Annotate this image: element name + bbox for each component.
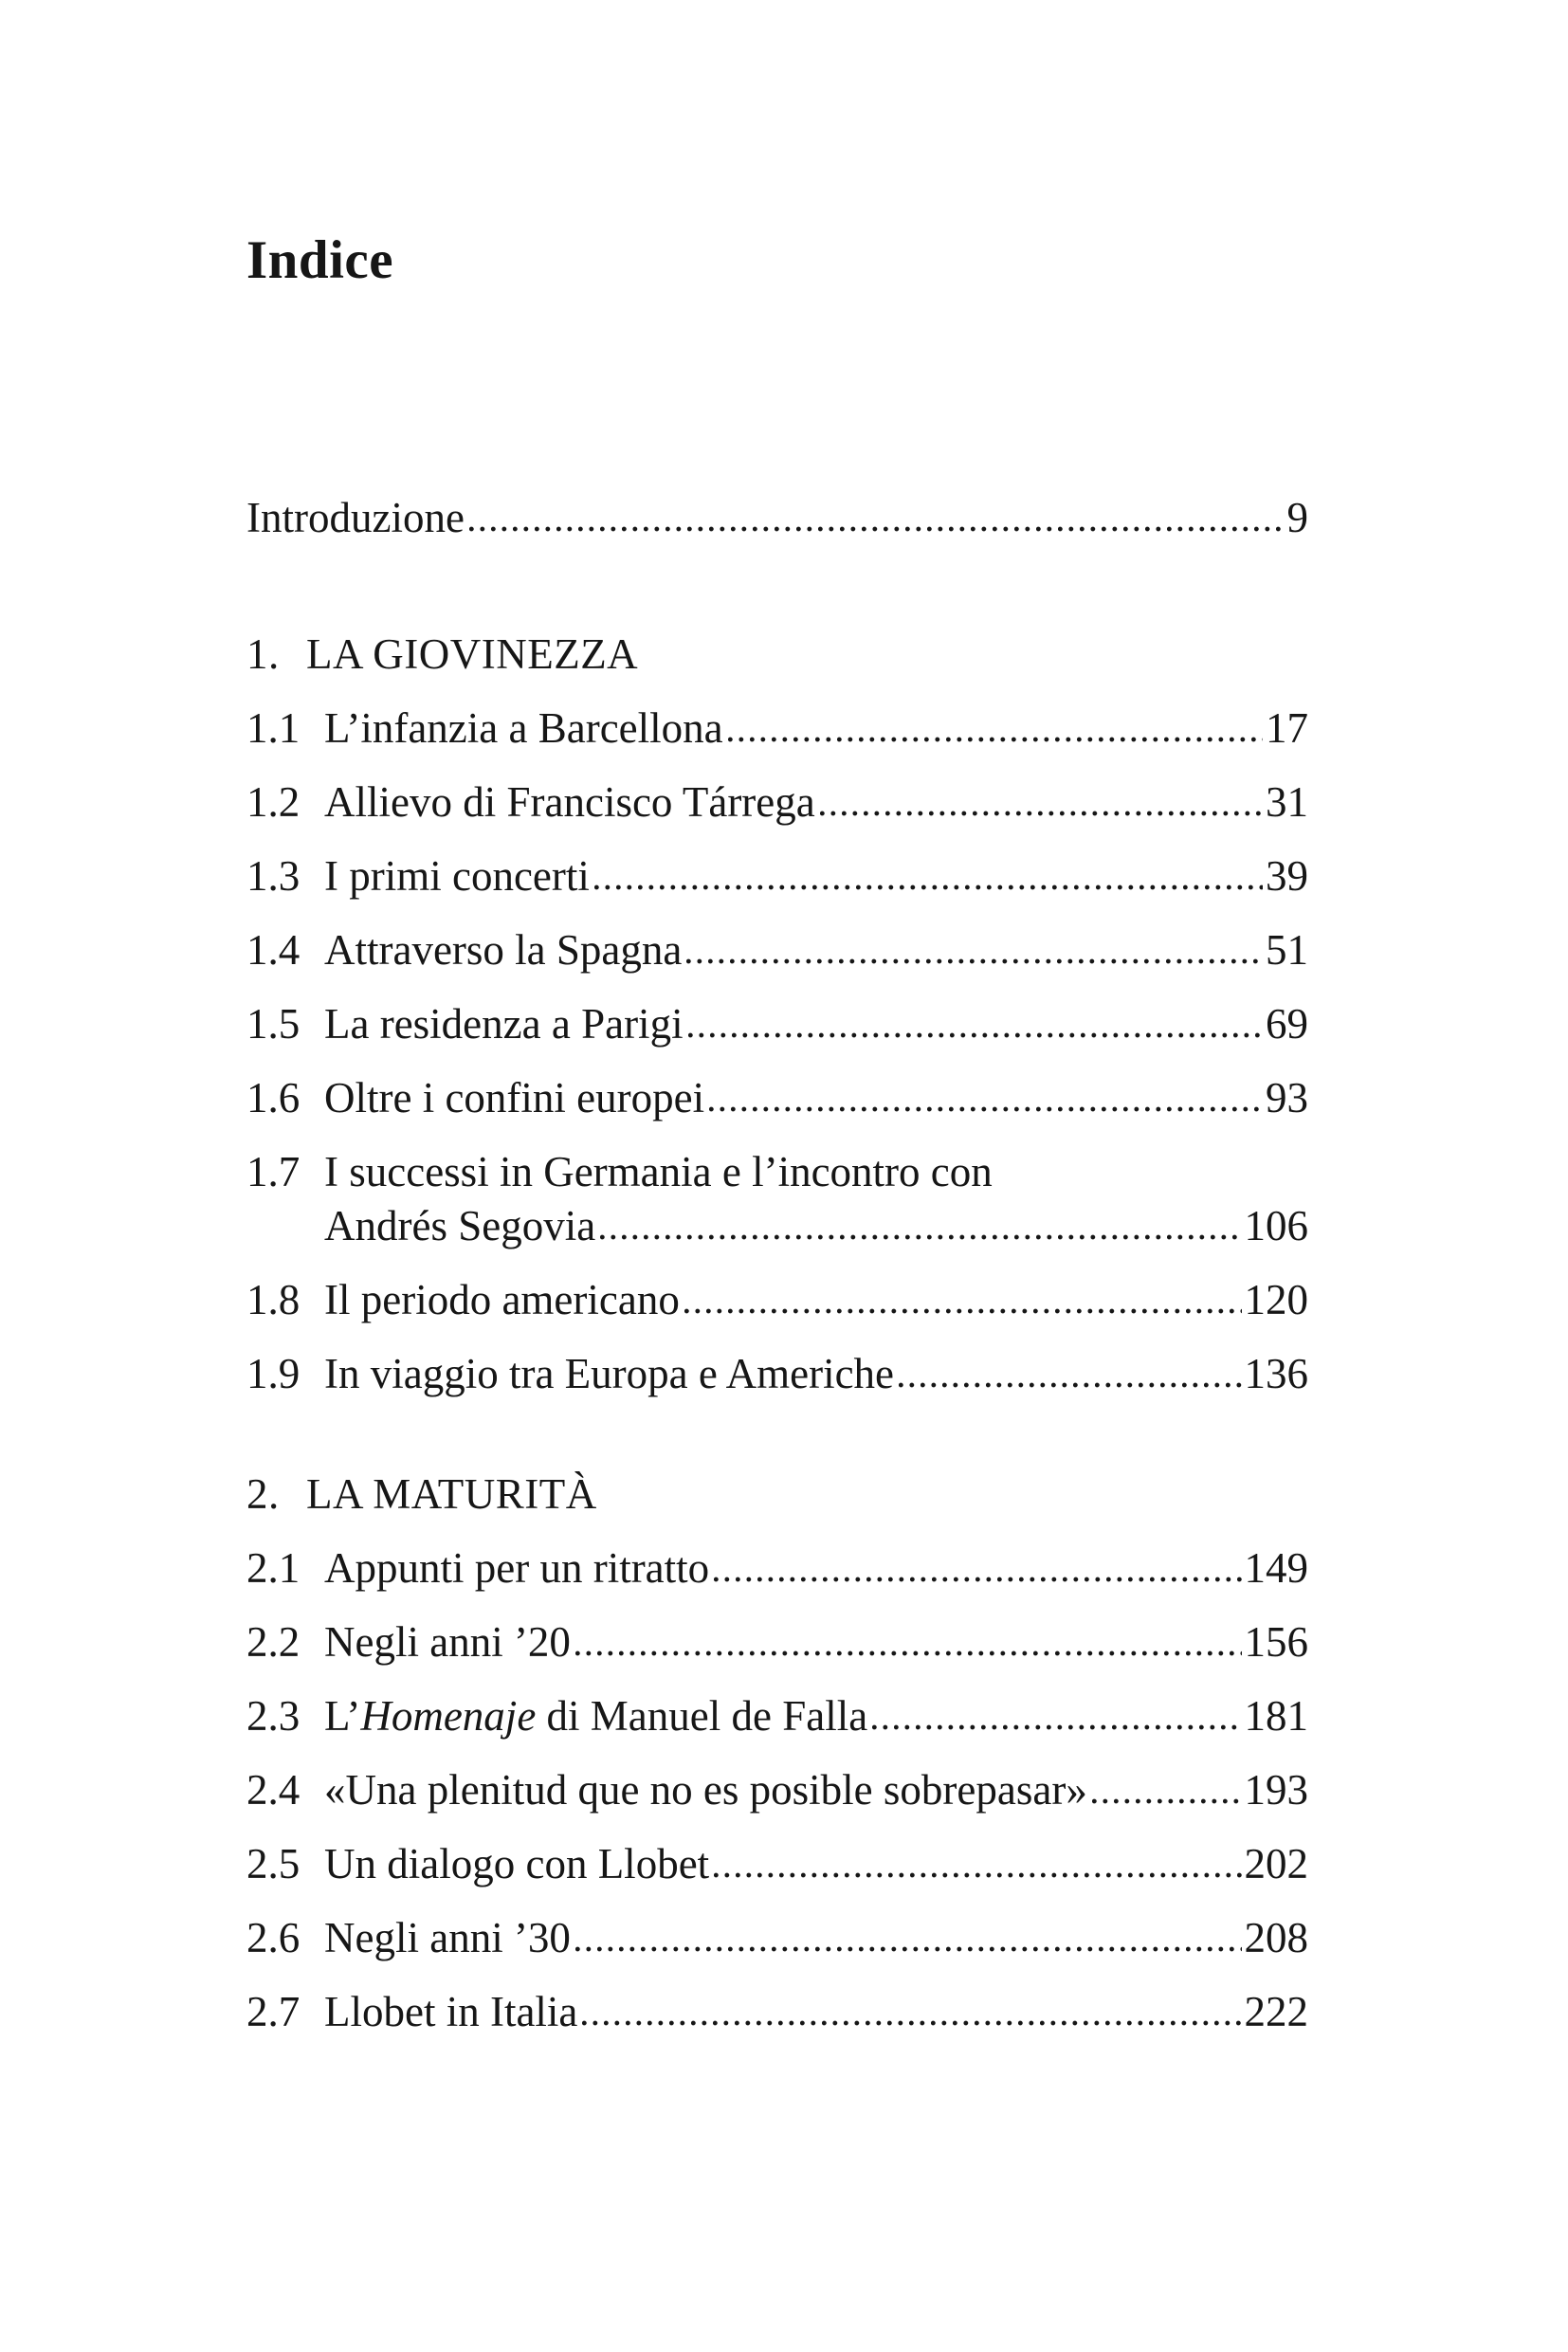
toc-entry [246,1145,1308,1253]
dot-leader [575,1946,1242,1952]
section-number: 2. [246,1470,280,1518]
dot-leader [600,1234,1241,1240]
entry-title-part: di Manuel de Falla [536,1692,868,1740]
entry-page: 202 [1244,1840,1308,1887]
entry-page: 120 [1244,1276,1308,1323]
entry-page: 149 [1244,1544,1308,1592]
section-number: 1. [246,630,280,678]
toc-entry [246,1985,1308,2039]
entry-number: 2.3 [246,1692,301,1740]
entry-body [324,1145,1308,1253]
toc-entry [246,702,1308,756]
entry-title: Llobet in Italia [324,1988,578,2035]
section-heading-label: LA MATURITÀ [306,1470,597,1518]
section-heading [246,628,1308,682]
entry-title: Negli anni ’20 [324,1618,571,1666]
toc-entry [246,997,1308,1051]
entry-title [324,1689,867,1743]
toc-entry [246,1615,1308,1669]
entry-title: Introduzione [246,494,465,541]
entry-title: Attraverso la Spagna [324,926,683,974]
toc-entry [246,1911,1308,1965]
dot-leader [688,1032,1263,1038]
entry-number: 1.1 [246,704,301,752]
entry-second-line [324,1199,1308,1253]
entry-page: 136 [1244,1350,1308,1397]
dot-leader [582,2020,1241,2026]
table-of-contents [246,491,1308,2039]
toc-entry [246,1541,1308,1595]
dot-leader [728,737,1263,742]
entry-page: 156 [1244,1618,1308,1666]
page-title: Indice [246,230,394,290]
entry-title: L’infanzia a Barcellona [324,704,723,752]
entry-title: Oltre i confini europei [324,1074,705,1121]
entry-page: 208 [1244,1914,1308,1961]
entry-title-part: L’ [324,1692,361,1740]
entry-number: 1.8 [246,1276,301,1323]
entry-title: Negli anni ’30 [324,1914,571,1961]
entry-number: 2.5 [246,1840,301,1887]
section-heading [246,1468,1308,1522]
entry-title: La residenza a Parigi [324,1000,684,1048]
entry-page: 39 [1266,852,1308,900]
section-items [246,1541,1308,2039]
entry-number: 1.3 [246,852,301,900]
entry-page: 31 [1266,778,1308,826]
dot-leader [594,884,1263,890]
dot-leader [714,1577,1241,1582]
entry-page: 51 [1266,926,1308,974]
toc-entry [246,1763,1308,1817]
entry-number: 1.7 [246,1148,301,1195]
toc-entry [246,849,1308,903]
toc-entry [246,923,1308,977]
dot-leader [709,1106,1263,1112]
entry-number: 1.6 [246,1074,301,1121]
entry-page: 69 [1266,1000,1308,1048]
entry-page: 106 [1244,1202,1308,1249]
entry-number: 2.2 [246,1618,301,1666]
toc-entry [246,1273,1308,1327]
dot-leader [469,526,1285,532]
entry-page: 9 [1286,494,1308,541]
dot-leader [872,1724,1241,1730]
entry-page: 93 [1266,1074,1308,1121]
entry-page: 222 [1244,1988,1308,2035]
entry-page: 181 [1244,1692,1308,1740]
entry-title: I successi in Germania e l’incontro con [324,1148,993,1195]
entry-title: I primi concerti [324,852,590,900]
entry-page: 17 [1266,704,1308,752]
entry-title: «Una plenitud que no es posible sobrepasar» [324,1766,1087,1814]
entry-number: 1.2 [246,778,301,826]
toc-entry-introduzione [246,491,1308,545]
toc-entry [246,1347,1308,1401]
toc-entry [246,1071,1308,1125]
toc-entry [246,1837,1308,1891]
entry-title: In viaggio tra Europa e Americhe [324,1350,895,1397]
entry-title: Un dialogo con Llobet [324,1840,710,1887]
toc-entry [246,1689,1308,1743]
toc-section [246,1468,1308,2039]
entry-number: 2.6 [246,1914,301,1961]
dot-leader [1092,1798,1242,1804]
dot-leader [575,1650,1242,1656]
dot-leader [684,1308,1242,1314]
entry-title: Allievo di Francisco Tárrega [324,778,815,826]
entry-number: 1.9 [246,1350,301,1397]
entry-title: Il periodo americano [324,1276,680,1323]
entry-number: 2.1 [246,1544,301,1592]
section-heading-label: LA GIOVINEZZA [306,630,639,678]
entry-number: 1.4 [246,926,301,974]
dot-leader [820,811,1263,816]
dot-leader [714,1872,1241,1878]
entry-title: Appunti per un ritratto [324,1544,710,1592]
dot-leader [686,958,1263,964]
toc-sections [246,628,1308,2039]
entry-number: 2.7 [246,1988,301,2035]
entry-title-italic-part: Homenaje [360,1692,537,1740]
entry-number: 1.5 [246,1000,301,1048]
dot-leader [899,1382,1241,1388]
section-items [246,702,1308,1401]
entry-number: 2.4 [246,1766,301,1814]
toc-entry [246,775,1308,830]
entry-page: 193 [1244,1766,1308,1814]
toc-section [246,628,1308,1401]
entry-title-line2: Andrés Segovia [324,1202,596,1249]
